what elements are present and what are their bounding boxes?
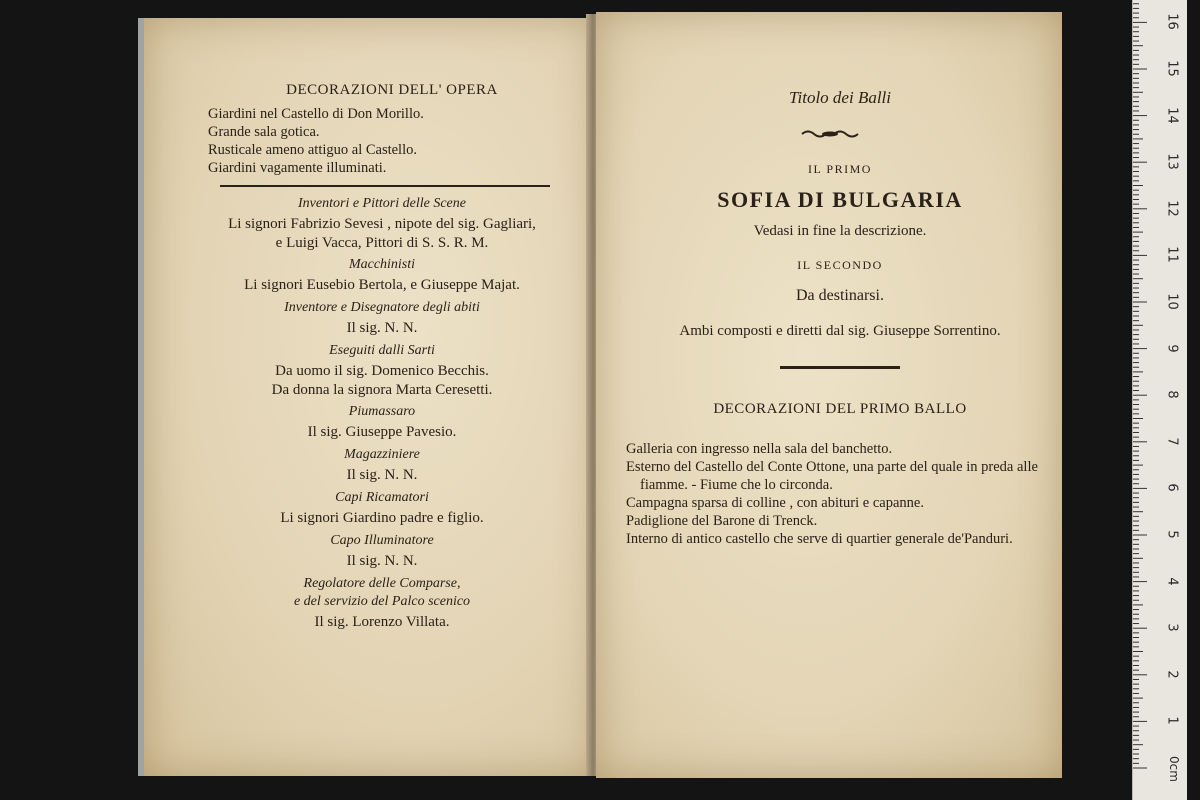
ruler-unit-label: 0cm — [1166, 756, 1181, 782]
credit-name: Il sig. Lorenzo Villata. — [314, 614, 450, 630]
decoration-item: Rusticale ameno attiguo al Castello. — [208, 142, 417, 158]
opera-decorations-list — [208, 105, 572, 177]
left-page-content — [192, 82, 572, 632]
credit-name: Il sig. N. N. — [346, 467, 418, 483]
credit-name: Li signori Giardino padre e figlio. — [280, 510, 484, 526]
ruler-number: 10 — [1164, 293, 1180, 310]
decoration-item: Giardini nel Castello di Don Morillo. — [208, 106, 424, 122]
ruler-number: 2 — [1164, 670, 1180, 679]
ruler-number: 15 — [1164, 60, 1180, 77]
ruler-number: 6 — [1164, 483, 1180, 493]
first-ballet-label: IL PRIMO — [808, 162, 872, 176]
credit-name: e Luigi Vacca, Pittori di S. S. R. M. — [275, 235, 489, 251]
ruler-number: 7 — [1164, 437, 1180, 446]
credit-role: Capo Illuminatore — [330, 533, 434, 548]
divider-rule — [220, 185, 550, 187]
credit-name: Li signori Eusebio Bertola, e Giuseppe Majat. — [244, 277, 520, 293]
credit-role: Capi Ricamatori — [335, 490, 429, 505]
ruler-number: 9 — [1164, 343, 1180, 353]
ballets-heading: Titolo dei Balli — [788, 88, 891, 107]
credit-role: Magazziniere — [344, 447, 420, 462]
second-ballet-title: Da destinarsi. — [796, 287, 884, 304]
ruler-number: 11 — [1164, 246, 1180, 264]
right-page — [596, 12, 1062, 778]
decoration-item: Campagna sparsa di colline , con abituri e capanne. — [626, 495, 924, 511]
measurement-ruler — [1132, 0, 1187, 800]
credit-name: Da donna la signora Marta Ceresetti. — [271, 382, 493, 398]
ballets-authors: Ambi composti e diretti dal sig. Giuseppe Sorrentino. — [679, 323, 1001, 339]
decoration-item: Padiglione del Barone di Trenck. — [626, 513, 818, 529]
ruler-number: 1 — [1164, 716, 1180, 726]
credit-name: Il sig. N. N. — [346, 320, 418, 336]
ballet-decorations-title: DECORAZIONI DEL PRIMO BALLO — [713, 401, 967, 417]
divider-rule — [780, 366, 900, 369]
ornament-icon — [800, 128, 860, 140]
opera-decorations-title: DECORAZIONI DELL' OPERA — [286, 82, 498, 98]
credit-name: Li signori Fabrizio Sevesi , nipote del sig. Gagliari, — [228, 216, 536, 232]
first-ballet-title: SOFIA DI BULGARIA — [717, 187, 963, 212]
credit-name: Il sig. N. N. — [346, 553, 418, 569]
left-page — [138, 18, 596, 776]
first-ballet-note: Vedasi in fine la descrizione. — [753, 223, 927, 239]
decoration-item: Interno di antico castello che serve di quartier generale de'Panduri. — [626, 531, 1013, 547]
ruler-number: 8 — [1164, 390, 1180, 399]
ruler-number: 12 — [1164, 200, 1180, 217]
credit-role: e del servizio del Palco scenico — [293, 594, 471, 609]
ruler-number: 3 — [1164, 623, 1180, 632]
second-ballet-label: IL SECONDO — [797, 258, 883, 272]
credit-role: Macchinisti — [348, 257, 416, 272]
credit-role: Piumassaro — [348, 404, 416, 419]
decoration-item: Galleria con ingresso nella sala del banchetto. — [626, 441, 893, 457]
credit-name: Da uomo il sig. Domenico Becchis. — [275, 363, 489, 379]
decoration-item: Esterno del Castello del Conte Ottone, una parte del quale in preda alle fiamme. - Fiume che lo circonda. — [626, 459, 1038, 493]
credit-role: Inventori e Pittori delle Scene — [298, 196, 466, 211]
ruler-number: 5 — [1164, 530, 1180, 539]
right-page-content — [620, 88, 1040, 548]
ruler-number: 14 — [1164, 106, 1180, 124]
credit-role: Inventore e Disegnatore degli abiti — [284, 300, 480, 315]
credit-role: Eseguiti dalli Sarti — [329, 343, 435, 358]
credit-role: Regolatore delle Comparse, — [303, 576, 461, 591]
credit-name: Il sig. Giuseppe Pavesio. — [307, 424, 457, 440]
decoration-item: Grande sala gotica. — [208, 124, 320, 140]
ballet-decorations-list — [626, 440, 1040, 548]
ruler-number: 13 — [1164, 153, 1180, 170]
ruler-number: 16 — [1164, 13, 1180, 31]
ruler-number: 4 — [1164, 576, 1180, 586]
decoration-item: Giardini vagamente illuminati. — [208, 160, 387, 176]
